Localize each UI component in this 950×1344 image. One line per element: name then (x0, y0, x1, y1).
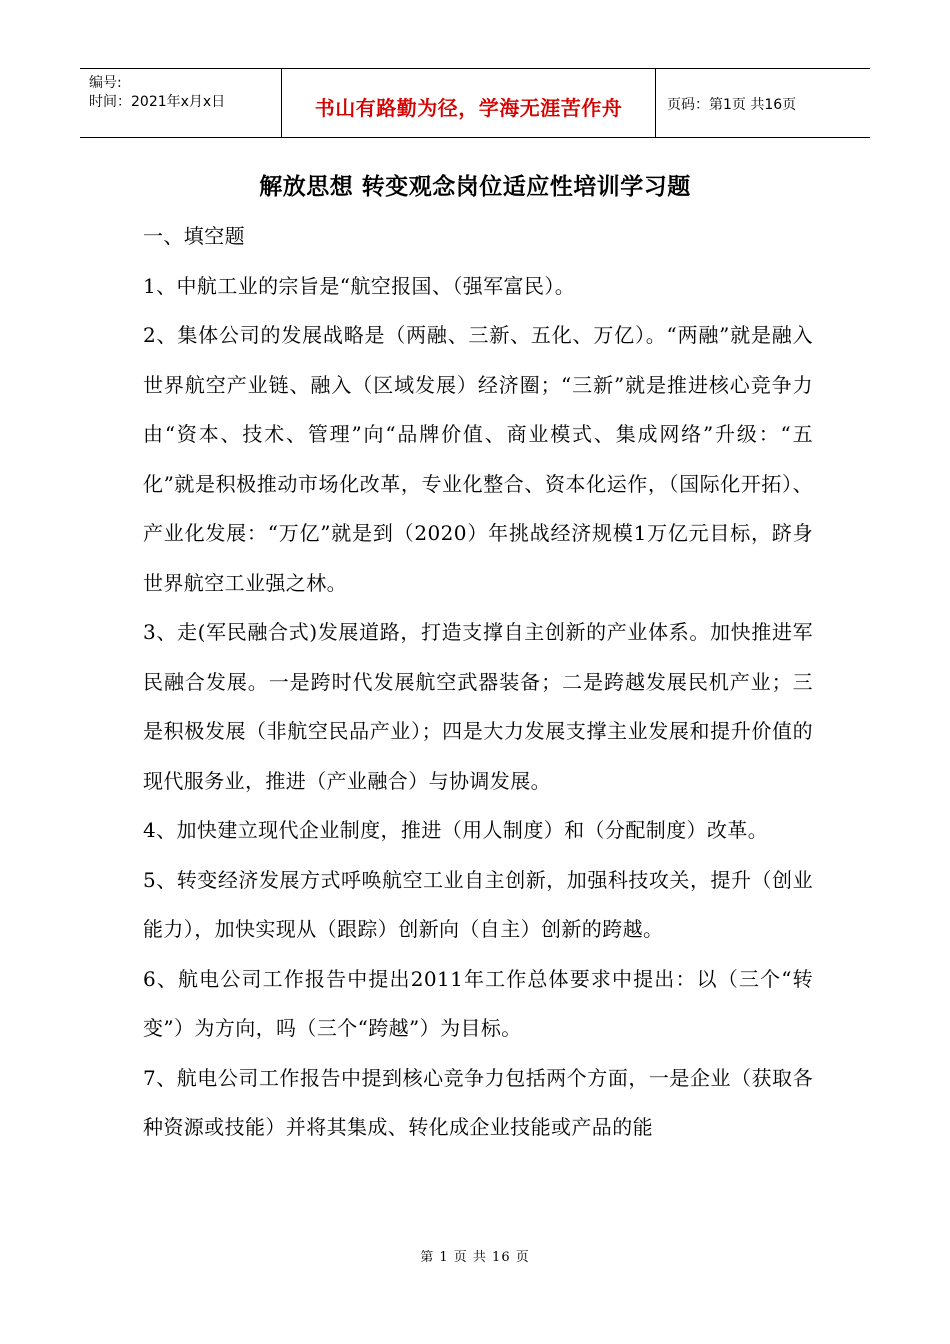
paragraph: 4、加快建立现代企业制度，推进（用人制度）和（分配制度）改革。 (143, 818, 769, 842)
paragraph: 3、走(军民融合式)发展道路，打造支撑自主创新的产业体系。加快推进军民融合发展。一是跨时代发展航空武器装备；二是跨越发展民机产业；三是积极发展（非航空民品产业）；四是大力发展支撑主业发展和提升价值的现代服务业，推进（产业融合）与协调发展。 (143, 620, 813, 793)
header-motto-cell (281, 69, 656, 137)
paragraph: 7、航电公司工作报告中提到核心竞争力包括两个方面，一是企业（获取各种资源或技能）并将其集成、转化成企业技能或产品的能 (143, 1065, 813, 1139)
page-footer: 第 1 页 共 16 页 (420, 1250, 530, 1265)
header-page-label: 页码：第1页 共16页 (667, 97, 797, 113)
document-title: 解放思想 转变观念岗位适应性培训学习题 (259, 173, 691, 200)
section-heading: 一、填空题 (143, 224, 245, 248)
header-table (80, 68, 870, 138)
document-time-label: 时间：2021年x月x日 (89, 94, 226, 110)
paragraph: 2、集体公司的发展战略是（两融、三新、五化、万亿）。“两融”就是融入世界航空产业链、融入（区域发展）经济圈；“三新”就是推进核心竞争力由“资本、技术、管理”向“品牌价值、商业模式、集成网络”升级：“五化”就是积极推动市场化改革，专业化整合、资本化运作，（国际化开拓）、产业化发展：“万亿”就是到（2020）年挑战经济规模1万亿元目标，跻身世界航空工业强之林。 (143, 323, 813, 595)
paragraph: 5、转变经济发展方式呼唤航空工业自主创新，加强科技攻关，提升（创业能力），加快实现从（跟踪）创新向（自主）创新的跨越。 (143, 867, 813, 941)
header-page-cell (655, 69, 870, 137)
paragraph: 6、航电公司工作报告中提出2011年工作总体要求中提出：以（三个“转变”）为方向，吗（三个“跨越”）为目标。 (143, 966, 813, 1040)
document-number-label: 编号: (89, 75, 122, 91)
paragraph: 1、中航工业的宗旨是“航空报国、（强军富民）。 (143, 273, 576, 298)
header-meta-cell (80, 69, 281, 137)
document-body (143, 212, 813, 1153)
header-motto: 书山有路勤为径，学海无涯苦作舟 (314, 96, 623, 120)
